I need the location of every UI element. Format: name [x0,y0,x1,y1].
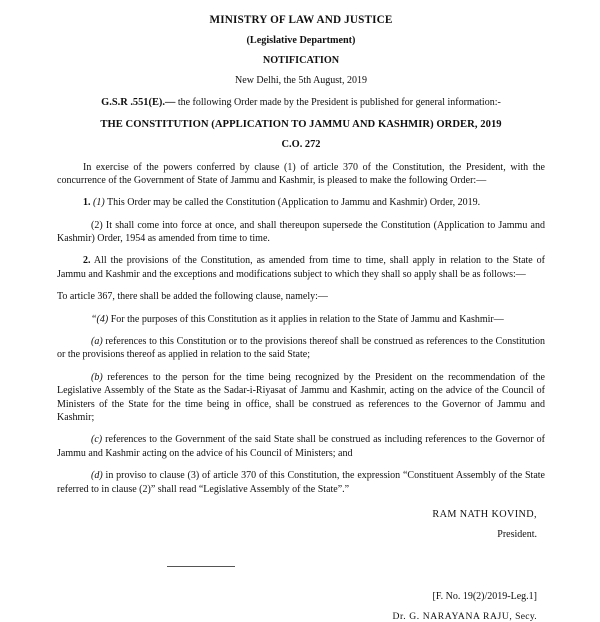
secretary-name: Dr. G. NARAYANA RAJU, [392,610,513,622]
clause-1-text: This Order may be called the Constitution (Application to Jammu and Kashmir) Order, 2019. [104,197,481,209]
co-number: C.O. 272 [281,138,321,150]
signatory-title: President. [497,528,537,540]
clause-1-paragraph [57,196,545,209]
order-title: THE CONSTITUTION (APPLICATION TO JAMMU AND KASHMIR) ORDER, 2019 [100,118,502,130]
divider-rule [167,566,235,567]
sub-clause-a [57,335,545,362]
notification-label: NOTIFICATION [262,55,340,66]
article-367-intro: To article 367, there shall be added the following clause, namely:— [57,291,328,303]
clause-1-subnumber: (1) [93,197,105,209]
preamble-paragraph: In exercise of the powers conferred by clause (1) of article 370 of the Constitution, the President, with the concurrence of the Government of State of Jammu and Kashmir, is pleased to make the following Order:— [57,161,545,186]
clause-1-2-text: It shall come into force at once, and shall thereupon supersede the Constitution (Application to Jammu and Kashmir) Order, 1954 as amended from time to time. [57,219,545,245]
clause-1-2-subnumber: (2) [91,219,103,231]
clause-2-number: 2. [83,255,91,267]
clause-4-paragraph [57,313,545,326]
department-heading: (Legislative Department) [246,35,356,46]
place-and-date: New Delhi, the 5th August, 2019 [235,75,367,86]
sub-clause-a-label: (a) [91,336,103,348]
sub-clause-d [57,469,545,496]
secretary-line [57,611,545,622]
sub-clause-d-text: in proviso to clause (3) of article 370 of this Constitution, the expression “Constituent Assembly of the State referred to in clause (2)” shall read “Legislative Assembly of the State”.” [57,470,545,495]
section-divider [57,557,545,575]
clause-2-paragraph [57,254,545,281]
clause-2-text: All the provisions of the Constitution, as amended from time to time, shall apply in relation to the State of Jammu and Kashmir and the exceptions and modifications subject to which they shall so apply shall be as follows:— [57,255,545,280]
sub-clause-b [57,371,545,425]
clause-1-2-paragraph [57,219,545,246]
file-number: [F. No. 19(2)/2019-Leg.1] [432,590,537,602]
gsr-number: G.S.R .551(E).— [101,97,176,108]
gsr-text: the following Order made by the President is published for general information:- [175,97,501,108]
sub-clause-a-text: references to this Constitution or to the provisions thereof shall be construed as references to the Constitution or the provisions thereof as applied in relation to the said State; [57,336,545,361]
sub-clause-c-text: references to the Government of the said State shall be construed as including references to the Governor of Jammu and Kashmir acting on the advice of his Council of Ministers; and [57,434,545,459]
clause-1-number: 1. [83,197,91,209]
ministry-heading: MINISTRY OF LAW AND JUSTICE [209,14,393,26]
sub-clause-d-label: (d) [91,470,103,482]
sub-clause-b-label: (b) [91,371,103,383]
secretary-title: Secy. [512,610,537,622]
sub-clause-b-text: references to the person for the time being recognized by the President on the recommendation of the Legislative Assembly of the State as the Sadar-i-Riyasat of Jammu and Kashmir, acting on the advice of the Council of Ministers of the State for the time being in office, shall be construed as references to the Governor of Jammu and Kashmir; [57,371,545,423]
sub-clause-c [57,433,545,460]
signatory-name: RAM NATH KOVIND, [432,508,537,520]
clause-4-open: “(4) [91,313,109,325]
gsr-line [57,96,545,110]
sub-clause-c-label: (c) [91,434,103,446]
clause-4-text: For the purposes of this Constitution as it applies in relation to the State of Jammu and Kashmir— [108,313,504,325]
